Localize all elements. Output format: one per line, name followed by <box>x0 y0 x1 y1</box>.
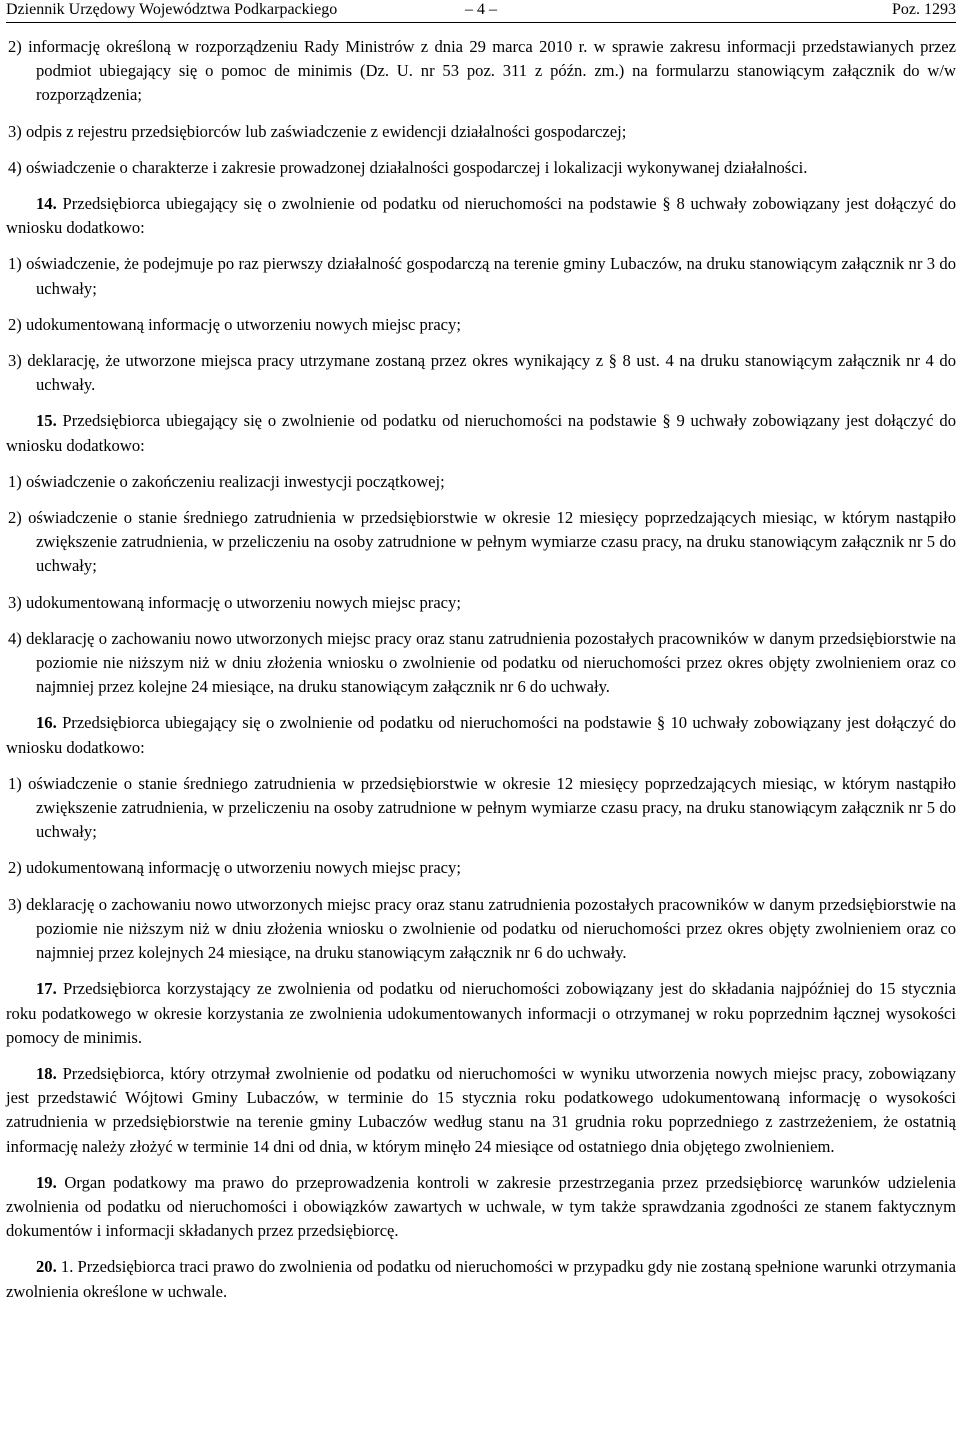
section-number: 19. <box>36 1172 57 1192</box>
list-item <box>6 893 956 966</box>
section-number: 15. <box>36 411 57 431</box>
list-item <box>6 772 956 845</box>
list-item <box>6 591 956 615</box>
paragraph <box>6 711 956 759</box>
paragraph-text: 1) oświadczenie o zakończeniu realizacji inwestycji początkowej; <box>8 471 445 491</box>
list-item <box>6 506 956 579</box>
paragraph-text: Przedsiębiorca ubiegający się o zwolnienie od podatku od nieruchomości na podstawie § 9 uchwały zobowiązany jest dołączyć do wniosku dodatkowo: <box>6 411 956 455</box>
paragraph-text: 4) deklarację o zachowaniu nowo utworzonych miejsc pracy oraz stanu zatrudnienia pozostałych pracowników w danym przedsiębiorstwie na poziomie nie niższym niż w dniu złożenia wniosku o zwolnienie od podatku od nieruchomości przez okres objęty zwolnieniem oraz co najmniej przez kolejne 24 miesiące, na druku stanowiącym załącznik nr 6 do uchwały. <box>8 628 956 697</box>
paragraph-text: 4) oświadczenie o charakterze i zakresie prowadzonej działalności gospodarczej i lokalizacji wykonywanej działalności. <box>8 157 808 177</box>
paragraph-text: Przedsiębiorca ubiegający się o zwolnienie od podatku od nieruchomości na podstawie § 8 uchwały zobowiązany jest dołączyć do wniosku dodatkowo: <box>6 194 956 238</box>
paragraph <box>6 977 956 1050</box>
list-item <box>6 313 956 337</box>
paragraph-text: 3) deklarację o zachowaniu nowo utworzonych miejsc pracy oraz stanu zatrudnienia pozostałych pracowników w danym przedsiębiorstwie na poziomie nie niższym niż w dniu złożenia wniosku o zwolnienie od podatku od nieruchomości przez okres objęty zwolnieniem oraz co najmniej przez kolejnych 24 miesiące, na druku stanowiącym załącznik nr 6 do uchwały. <box>8 894 956 963</box>
paragraph-text: 1) oświadczenie o stanie średniego zatrudnienia w przedsiębiorstwie w okresie 12 miesięcy poprzedzających miesiąc, w którym nastąpiło zwiększenie zatrudnienia, w przeliczeniu na osoby zatrudnione w pełnym wymiarze czasu pracy, na druku stanowiącym załącznik nr 5 do uchwały; <box>8 773 956 842</box>
paragraph-text: 2) udokumentowaną informację o utworzeniu nowych miejsc pracy; <box>8 314 461 334</box>
list-item <box>6 156 956 180</box>
paragraph-text: 2) udokumentowaną informację o utworzeniu nowych miejsc pracy; <box>8 858 461 878</box>
document-body <box>6 35 956 1304</box>
section-number: 17. <box>36 979 57 999</box>
paragraph-text: Przedsiębiorca korzystający ze zwolnienia od podatku od nieruchomości zobowiązany jest do składania najpóźniej do 15 stycznia roku podatkowego w okresie korzystania ze zwolnienia udokumentowanych informacji o otrzymanej w roku poprzednim łącznej wysokości pomocy de minimis. <box>6 979 956 1047</box>
paragraph <box>6 192 956 240</box>
paragraph <box>6 1171 956 1244</box>
page-number: – 4 – <box>465 1 497 18</box>
paragraph <box>6 1255 956 1303</box>
journal-title: Dziennik Urzędowy Województwa Podkarpackiego <box>6 1 338 18</box>
position-number: Poz. 1293 <box>892 1 956 18</box>
paragraph-text: 2) informację określoną w rozporządzeniu Rady Ministrów z dnia 29 marca 2010 r. w sprawie zakresu informacji przedstawianych przez podmiot ubiegający się o pomoc de minimis (Dz. U. nr 53 poz. 311 z późn. zm.) na formularzu stanowiącym załącznik do w/w rozporządzenia; <box>8 37 956 105</box>
paragraph-text: 3) udokumentowaną informację o utworzeniu nowych miejsc pracy; <box>8 592 461 612</box>
list-item <box>6 120 956 144</box>
section-number: 18. <box>36 1063 57 1083</box>
paragraph-text: 3) odpis z rejestru przedsiębiorców lub zaświadczenie z ewidencji działalności gospodarczej; <box>8 121 627 141</box>
section-number: 14. <box>36 194 57 214</box>
paragraph <box>6 409 956 457</box>
list-item <box>6 627 956 700</box>
list-item <box>6 35 956 108</box>
list-item <box>6 252 956 300</box>
paragraph-text: 2) oświadczenie o stanie średniego zatrudnienia w przedsiębiorstwie w okresie 12 miesięcy poprzedzających miesiąc, w którym nastąpiło zwiększenie zatrudnienia, w przeliczeniu na osoby zatrudnione w pełnym wymiarze czasu pracy, na druku stanowiącym załącznik nr 5 do uchwały; <box>8 508 956 576</box>
paragraph-text: Organ podatkowy ma prawo do przeprowadzenia kontroli w zakresie przestrzegania przez przedsiębiorcę warunków udzielenia zwolnienia od podatku od nieruchomości i obowiązków zawartych w uchwale, w tym także sprawdzania zgodności ze stanem faktycznym dokumentów i informacji składanych przez przedsiębiorcę. <box>6 1172 956 1241</box>
section-number: 20. <box>36 1257 57 1277</box>
list-item <box>6 349 956 397</box>
paragraph <box>6 1062 956 1159</box>
paragraph-text: Przedsiębiorca ubiegający się o zwolnienie od podatku od nieruchomości na podstawie § 10 uchwały zobowiązany jest dołączyć do wniosku dodatkowo: <box>6 713 956 757</box>
paragraph-text: 3) deklarację, że utworzone miejsca pracy utrzymane zostaną przez okres wynikający z § 8 ust. 4 na druku stanowiącym załącznik nr 4 do uchwały. <box>8 351 956 395</box>
section-number: 16. <box>36 713 57 733</box>
page-header <box>6 0 956 23</box>
list-item <box>6 470 956 494</box>
list-item <box>6 856 956 880</box>
paragraph-text: Przedsiębiorca, który otrzymał zwolnienie od podatku od nieruchomości w wyniku utworzenia nowych miejsc pracy, zobowiązany jest przedstawić Wójtowi Gminy Lubaczów, w terminie do 15 stycznia roku podatkowego udokumentowaną informację o wysokości zatrudnienia w przedsiębiorstwie na terenie gminy Lubaczów według stanu na 31 grudnia roku poprzedniego z zastrzeżeniem, że ostatnią informację należy złożyć w terminie 14 dni od dnia, w którym minęło 24 miesiące od ostatniego dnia objętego zwolnieniem. <box>6 1063 956 1156</box>
paragraph-text: 1) oświadczenie, że podejmuje po raz pierwszy działalność gospodarczą na terenie gminy Lubaczów, na druku stanowiącym załącznik nr 3 do uchwały; <box>8 254 956 298</box>
paragraph-text: 1. Przedsiębiorca traci prawo do zwolnienia od podatku od nieruchomości w przypadku gdy nie zostaną spełnione warunki otrzymania zwolnienia określone w uchwale. <box>6 1257 956 1301</box>
